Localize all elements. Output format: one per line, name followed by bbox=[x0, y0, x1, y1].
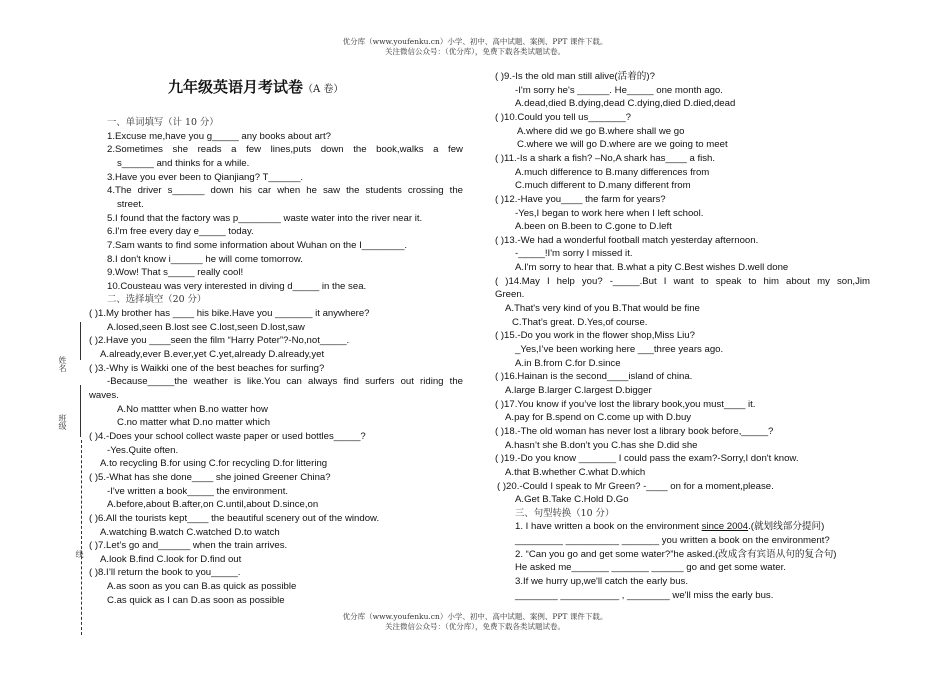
right-line: A.Get B.Take C.Hold D.Go bbox=[515, 494, 629, 506]
left-line: ( )6.All the tourists kept____ the beautiful scenery out of the window. bbox=[89, 512, 380, 524]
left-line: street. bbox=[117, 198, 144, 210]
right-line: A.hasn’t she B.don’t you C.has she D.did she bbox=[505, 439, 698, 451]
right-line: 1. I have written a book on the environment since 2004.(就划线部分提问) bbox=[515, 521, 825, 533]
left-line: 9.Wow! That s_____ really cool! bbox=[107, 267, 244, 279]
right-line: 2. “Can you go and get some water?”he asked.(改成含有宾语从句的复合句) bbox=[515, 548, 837, 560]
margin-line bbox=[80, 322, 81, 360]
right-line: A.I'm sorry to hear that. B.what a pity C.Best wishes D.well done bbox=[515, 262, 789, 274]
title-sub: （A 卷） bbox=[303, 84, 344, 95]
margin-dashed-line bbox=[81, 440, 82, 635]
left-line: 6.I'm free every day e_____ today. bbox=[107, 226, 254, 238]
left-line: 8.I don't know i______ he will come tomorrow. bbox=[107, 253, 303, 265]
left-line: ( )8.I’ll return the book to you_____. bbox=[89, 567, 241, 579]
margin-line-label: 线 bbox=[75, 550, 84, 558]
left-line: 4.The driver s______ down his car when he saw the students crossing the bbox=[107, 185, 463, 197]
right-line: ( )18.-The old woman has never lost a library book before,_____? bbox=[495, 425, 774, 437]
left-line: A.already,ever B.ever,yet C.yet,already D.already,yet bbox=[100, 349, 325, 361]
right-line: ( )20.-Could I speak to Mr Green? -____ on for a moment,please. bbox=[497, 480, 774, 492]
right-line: ( )14.May I help you? -_____.But I want to speak to him about my son,Jim bbox=[495, 275, 870, 287]
left-line: 一、单词填写（计 10 分） bbox=[107, 117, 219, 128]
right-line: -Yes,I began to work here when I left school. bbox=[515, 207, 704, 219]
right-line: A.been on B.been to C.gone to D.left bbox=[515, 221, 672, 233]
header-line-1: 优分库（www.youfenku.cn）小学、初中、高中试题、案例、PPT 课件下载。 bbox=[342, 37, 608, 46]
header-line-2: 关注微信公众号：（优分库），免费下载各类试题试卷。 bbox=[385, 47, 565, 56]
left-line: -I've written a book_____ the environment. bbox=[107, 485, 289, 497]
left-line: ( )4.-Does your school collect waste paper or used bottles_____? bbox=[89, 430, 366, 442]
left-line: -Because_____the weather is like.You can always find surfers out riding the bbox=[107, 376, 463, 388]
right-line: ( )13.-We had a wonderful football match yesterday afternoon. bbox=[495, 234, 759, 246]
right-line: ( )9.-Is the old man still alive(活着的)? bbox=[495, 71, 655, 82]
left-line: 5.I found that the factory was p________ waste water into the river near it. bbox=[107, 212, 423, 224]
right-line: ( )11.-Is a shark a fish? –No,A shark has____ a fish. bbox=[495, 152, 716, 164]
right-line: He asked me_______ _______ ______ go and get some water. bbox=[515, 562, 786, 574]
right-line: C.much different to D.many different from bbox=[515, 180, 691, 192]
left-line: ( )3.-Why is Waikki one of the best beaches for surfing? bbox=[89, 362, 325, 374]
right-line: A.pay for B.spend on C.come up with D.buy bbox=[505, 412, 692, 424]
right-line: ( )17.You know if you’ve lost the library book,you must____ it. bbox=[495, 398, 756, 410]
right-line: 三、句型转换（10 分） bbox=[515, 507, 615, 519]
left-line: A.before,about B.after,on C.until,about D.since,on bbox=[107, 499, 319, 511]
right-line: A.That's very kind of you B.That would be fine bbox=[505, 303, 700, 315]
margin-line bbox=[80, 385, 81, 437]
right-line: 3.If we hurry up,we'll catch the early bus. bbox=[515, 576, 689, 588]
right-line: A.dead,died B.dying,dead C.dying,died D.died,dead bbox=[515, 98, 736, 110]
right-line: A.much difference to B.many differences from bbox=[515, 166, 710, 178]
margin-class-label: 班级 bbox=[58, 414, 67, 430]
title-main: 九年级英语月考试卷 bbox=[168, 78, 304, 96]
left-line: ( )2.Have you ____seen the film “Harry Poter”?-No,not_____. bbox=[89, 335, 350, 347]
left-line: 7.Sam wants to find some information about Wuhan on the I________. bbox=[107, 239, 408, 251]
left-line: ( )1.My brother has ____ his bike.Have you _______ it anywhere? bbox=[89, 308, 370, 320]
right-line: A.large B.larger C.largest D.bigger bbox=[505, 384, 652, 396]
footer-line-2: 关注微信公众号：（优分库），免费下载各类试题试卷。 bbox=[385, 622, 565, 631]
right-line: A.in B.from C.for D.since bbox=[515, 357, 621, 369]
left-line: 1.Excuse me,have you g_____ any books about art? bbox=[107, 130, 332, 142]
right-line: _Yes,I’ve been working here ___three years ago. bbox=[515, 344, 724, 355]
left-line: waves. bbox=[89, 390, 119, 401]
left-line: s______ and thinks for a while. bbox=[117, 157, 250, 169]
right-line: ( )10.Could you tell us_______? bbox=[495, 111, 632, 123]
right-line: _________ __________ _______ you written a book on the environment? bbox=[515, 535, 830, 547]
left-line: 3.Have you ever been to Qianjiang? T______. bbox=[107, 171, 304, 183]
right-line: C.where we will go D.where are we going to meet bbox=[517, 139, 728, 151]
left-line: A.to recycling B.for using C.for recycling D.for littering bbox=[100, 458, 328, 470]
left-line: A.losed,seen B.lost see C.lost,seen D.lost,saw bbox=[107, 321, 305, 333]
left-line: 2.Sometimes she reads a few lines,puts down the book,walks a few bbox=[107, 144, 463, 156]
left-line: C.no matter what D.no matter which bbox=[117, 417, 271, 429]
right-line: ( )19.-Do you know _______ I could pass the exam?-Sorry,I don't know. bbox=[495, 453, 799, 465]
right-line: -_____!I'm sorry I missed it. bbox=[515, 248, 633, 260]
right-line: ( )12.-Have you____ the farm for years? bbox=[495, 193, 666, 205]
right-line: ( )15.-Do you work in the flower shop,Miss Liu? bbox=[495, 330, 695, 342]
right-line: ________ ___________ , ________ we'll miss the early bus. bbox=[515, 589, 774, 601]
left-line: A.No mattter when B.no watter how bbox=[117, 403, 268, 415]
left-line: ( )5.-What has she done____ she joined Greener China? bbox=[89, 471, 331, 483]
left-line: ( )7.Let’s go and______ when the train arrives. bbox=[89, 540, 288, 552]
left-line: -Yes.Quite often. bbox=[107, 444, 179, 456]
underlined-phrase: since 2004 bbox=[701, 521, 749, 533]
left-line: C.as quick as I can D.as soon as possible bbox=[107, 594, 285, 606]
right-line: ( )16.Hainan is the second____island of china. bbox=[495, 371, 693, 383]
right-line: -I'm sorry he's ______. He_____ one month ago. bbox=[515, 84, 723, 96]
footer-line-1: 优分库（www.youfenku.cn）小学、初中、高中试题、案例、PPT 课件下载。 bbox=[342, 612, 608, 621]
right-line: A.where did we go B.where shall we go bbox=[517, 125, 685, 137]
left-line: A.as soon as you can B.as quick as possible bbox=[107, 581, 297, 593]
left-line: 10.Cousteau was very interested in diving d_____ in the sea. bbox=[107, 280, 367, 292]
left-line: A.look B.find C.look for D.find out bbox=[100, 553, 242, 565]
right-line: Green. bbox=[495, 289, 525, 301]
right-line: C.That’s great. D.Yes,of course. bbox=[512, 316, 648, 328]
margin-name-label: 姓名 bbox=[58, 356, 67, 372]
left-line: 二、选择填空（20 分） bbox=[107, 294, 207, 306]
left-line: A.watching B.watch C.watched D.to watch bbox=[100, 526, 280, 538]
page-title bbox=[168, 76, 343, 97]
right-line: A.that B.whether C.what D.which bbox=[505, 466, 646, 478]
question-instruction: .(就划线部分提问) bbox=[748, 521, 825, 533]
